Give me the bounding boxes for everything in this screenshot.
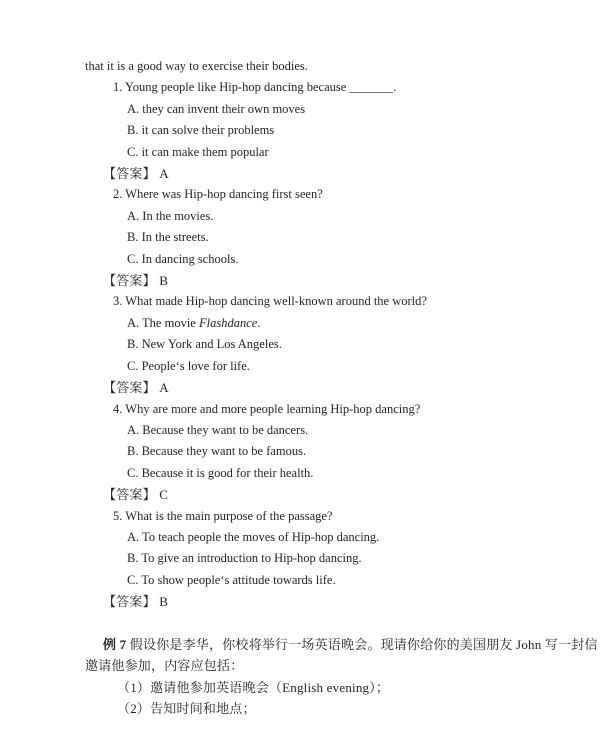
question-text: 2. Where was Hip-hop dancing first seen? <box>113 187 323 202</box>
option-text-a <box>127 313 586 334</box>
question-block-3 <box>85 291 586 398</box>
example-tag: 例 7 <box>103 636 127 652</box>
intro-line: that it is a good way to exercise their bodies. <box>85 59 308 73</box>
writing-task-intro-line2: 邀请他参加，内容应包括： <box>85 658 244 674</box>
answer-line <box>103 484 586 505</box>
question-block-4 <box>85 399 586 506</box>
option-text-a: A. In the movies. <box>127 208 214 223</box>
text-segment: A. The movie <box>127 315 199 330</box>
option-text-b: B. To give an introduction to Hip-hop dancing. <box>127 551 362 566</box>
option-text-c: C. In dancing schools. <box>127 251 239 266</box>
answer-label: 【答案】 <box>103 380 156 396</box>
answer-value: A <box>155 166 169 182</box>
answer-label: 【答案】 <box>103 273 156 289</box>
option-text-b: B. it can solve their problems <box>127 123 275 138</box>
question-text: 5. What is the main purpose of the passage? <box>113 508 333 523</box>
answer-value: B <box>155 594 169 610</box>
option-text-b: B. In the streets. <box>127 230 209 245</box>
question-block-5 <box>85 506 586 613</box>
answer-label: 【答案】 <box>103 166 156 182</box>
option-text-a: A. To teach people the moves of Hip-hop dancing. <box>127 529 380 544</box>
question-text: 4. Why are more and more people learning Hip-hop dancing? <box>113 401 421 416</box>
question-text: 1. Young people like Hip-hop dancing because _______. <box>113 80 397 95</box>
answer-value: B <box>155 273 169 289</box>
option-text-c: C. it can make them popular <box>127 144 269 159</box>
question-text: 3. What made Hip-hop dancing well-known around the world? <box>113 294 427 309</box>
writing-task-intro-text: 假设你是李华，你校将举行一场英语晚会。现请你给你的美国朋友 John 写一封信 <box>126 636 598 652</box>
question-block-1 <box>85 77 586 184</box>
option-text-c: C. Because it is good for their health. <box>127 465 314 480</box>
text-segment: . <box>257 315 261 330</box>
italic-text: Flashdance <box>198 315 258 330</box>
answer-line <box>103 270 586 291</box>
answer-line <box>103 163 586 184</box>
questions-section <box>85 77 586 612</box>
writing-task-point-1: （1）邀请他参加英语晚会（English evening）； <box>117 679 390 695</box>
option-text-a: A. they can invent their own moves <box>127 101 306 116</box>
answer-line <box>103 591 586 612</box>
writing-task-section <box>85 634 598 720</box>
question-block-2 <box>85 184 586 291</box>
answer-value: A <box>155 380 169 396</box>
writing-task-point-2: （2）告知时间和地点； <box>117 701 256 717</box>
option-text-a: A. Because they want to be dancers. <box>127 422 309 437</box>
option-text-b: B. Because they want to be famous. <box>127 444 307 459</box>
writing-task-intro-line1 <box>103 634 598 655</box>
answer-value: C <box>155 487 169 503</box>
option-text-b: B. New York and Los Angeles. <box>127 337 282 352</box>
option-text-c: C. People‘s love for life. <box>127 358 250 373</box>
option-text-c: C. To show people‘s attitude towards life. <box>127 572 336 587</box>
answer-label: 【答案】 <box>103 487 156 503</box>
answer-line <box>103 377 586 398</box>
answer-label: 【答案】 <box>103 594 156 610</box>
